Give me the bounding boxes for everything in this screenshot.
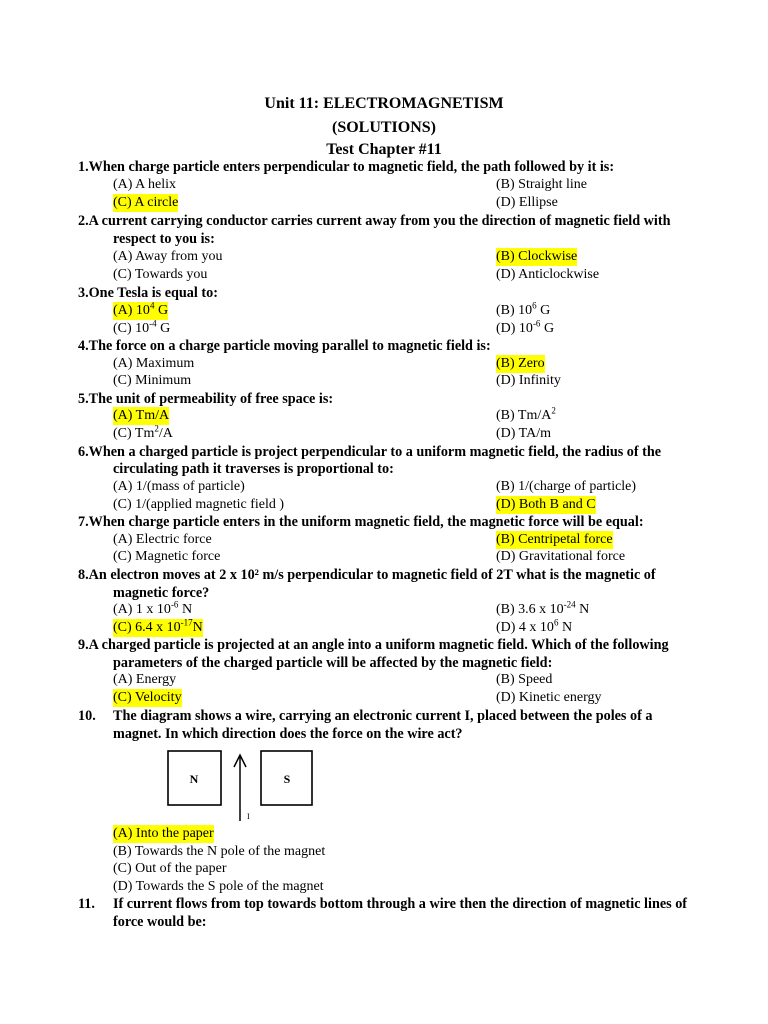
question-text: The force on a charge particle moving parallel to magnetic field is: [88, 338, 491, 354]
option-c: (C) Magnetic force [113, 549, 221, 564]
option-a: (A) 1 x $10^{-6}$ N [113, 599, 193, 617]
question-number: 1. [78, 159, 89, 175]
option-a-answer: (A) $10^4$ G [113, 300, 169, 318]
options-row [0, 689, 768, 707]
option-b: (B) 1/(charge of particle) [496, 479, 637, 494]
option-b: (B) $10^6$ G [496, 300, 551, 318]
question-number: 4. [78, 338, 89, 354]
options-row [0, 425, 768, 443]
question-10 [0, 707, 768, 725]
option-c-answer: (C) Velocity [113, 690, 182, 705]
option-c: (C) Tm$^2$/A [113, 423, 173, 441]
option-b-answer: (B) Centripetal force [496, 532, 613, 547]
question-6 [0, 443, 768, 461]
south-pole-label: S [283, 772, 291, 786]
question-4 [0, 337, 768, 355]
options-row [0, 619, 768, 637]
question-text: If current flows from top towards bottom through a wire then the direction of magnetic lines of [113, 896, 688, 912]
magnet-wire-diagram [165, 749, 315, 824]
option-c: (C) 1/(applied magnetic field ) [113, 497, 285, 512]
question-number: 7. [78, 514, 89, 530]
question-number: 2. [78, 213, 89, 229]
current-label: I [247, 812, 250, 821]
option-b: (B) Speed [496, 672, 553, 687]
options-row [0, 302, 768, 320]
options-row [0, 878, 768, 896]
question-1 [0, 158, 768, 176]
options-row [0, 320, 768, 338]
question-2 [0, 212, 768, 230]
test-chapter-title: Test Chapter #11 [326, 141, 442, 158]
option-b: (B) Straight line [496, 177, 587, 192]
question-number: 9. [78, 637, 89, 653]
option-a: (A) Energy [113, 672, 177, 687]
option-d: (D) 4 x $10^6$ N [496, 617, 573, 635]
option-c-answer: (C) 6.4 x $10^{-17}N$ [113, 617, 203, 635]
options-row [0, 176, 768, 194]
options-row [0, 825, 768, 843]
option-b: (B) 3.6 x $10^{-24}$ N [496, 599, 590, 617]
question-number: 5. [78, 391, 89, 407]
option-a: (A) A helix [113, 177, 176, 192]
option-a-answer: (A) Tm/A [113, 408, 170, 423]
option-c-answer: (C) A circle [113, 195, 179, 210]
question-6-continuation: circulating path it traverses is proportional to: [113, 461, 394, 477]
question-11 [0, 895, 768, 913]
option-a: (A) Maximum [113, 356, 195, 371]
option-c: (C) $10^{-4}$ G [113, 318, 171, 336]
options-row [0, 407, 768, 425]
options-row [0, 355, 768, 373]
question-text: The diagram shows a wire, carrying an electronic current I, placed between the poles of a [113, 708, 653, 724]
question-7 [0, 513, 768, 531]
question-number: 3. [78, 285, 89, 301]
options-row [0, 496, 768, 514]
option-a: (A) Away from you [113, 249, 223, 264]
options-row [0, 478, 768, 496]
question-9-continuation: parameters of the charged particle will be affected by the magnetic field: [113, 655, 553, 671]
option-c: (C) Towards you [113, 267, 208, 282]
option-d: (D) Gravitational force [496, 549, 626, 564]
options-row [0, 548, 768, 566]
options-row [0, 843, 768, 861]
options-row [0, 531, 768, 549]
options-row [0, 266, 768, 284]
unit-title: Unit 11: ELECTROMAGNETISM [264, 95, 504, 112]
option-d: (D) Kinetic energy [496, 690, 602, 705]
question-9 [0, 636, 768, 654]
option-d: (D) $10^{-6}$ G [496, 318, 555, 336]
question-8-continuation: magnetic force? [113, 585, 210, 601]
question-5 [0, 390, 768, 408]
options-row [0, 248, 768, 266]
question-number: 6. [78, 444, 89, 460]
north-pole-label: N [189, 772, 199, 786]
option-b: (B) Towards the N pole of the magnet [113, 844, 326, 859]
question-number: 8. [78, 567, 89, 583]
options-row [0, 860, 768, 878]
question-number: 10. [78, 708, 96, 724]
option-d: (D) Ellipse [496, 195, 558, 210]
option-b-answer: (B) Clockwise [496, 249, 578, 264]
question-2-continuation: respect to you is: [113, 231, 215, 247]
question-text: A current carrying conductor carries current away from you the direction of magnetic field with [88, 213, 671, 229]
option-a: (A) Electric force [113, 532, 212, 547]
question-text: When charge particle enters in the uniform magnetic field, the magnetic force will be equal: [88, 514, 644, 530]
question-text: When a charged particle is project perpendicular to a uniform magnetic field, the radius of the [88, 444, 662, 460]
question-11-continuation: force would be: [113, 914, 207, 930]
solutions-subtitle: (SOLUTIONS) [331, 119, 437, 136]
question-8 [0, 566, 768, 584]
option-a-answer: (A) Into the paper [113, 826, 214, 841]
options-row [0, 372, 768, 390]
option-c: (C) Minimum [113, 373, 192, 388]
question-number: 11. [78, 896, 95, 912]
question-3 [0, 284, 768, 302]
options-row [0, 194, 768, 212]
option-d: (D) Anticlockwise [496, 267, 600, 282]
question-text: A charged particle is projected at an angle into a uniform magnetic field. Which of the following [88, 637, 669, 653]
question-10-continuation: magnet. In which direction does the force on the wire act? [113, 726, 463, 742]
option-c: (C) Out of the paper [113, 861, 227, 876]
option-b-answer: (B) Zero [496, 356, 545, 371]
option-b: (B) $Tm/A^2$ [496, 405, 556, 423]
option-d-answer: (D) Both B and C [496, 497, 596, 512]
options-row [0, 601, 768, 619]
option-d: (D) Infinity [496, 373, 561, 388]
question-text: One Tesla is equal to: [88, 285, 218, 301]
option-d: (D) TA/m [496, 426, 552, 441]
question-text: An electron moves at 2 x 10² m/s perpendicular to magnetic field of 2T what is the magnetic of [88, 567, 656, 583]
question-text: The unit of permeability of free space is: [88, 391, 334, 407]
option-a: (A) 1/(mass of particle) [113, 479, 245, 494]
question-text: When charge particle enters perpendicular to magnetic field, the path followed by it is: [88, 159, 615, 175]
options-row [0, 671, 768, 689]
option-d: (D) Towards the S pole of the magnet [113, 879, 324, 894]
